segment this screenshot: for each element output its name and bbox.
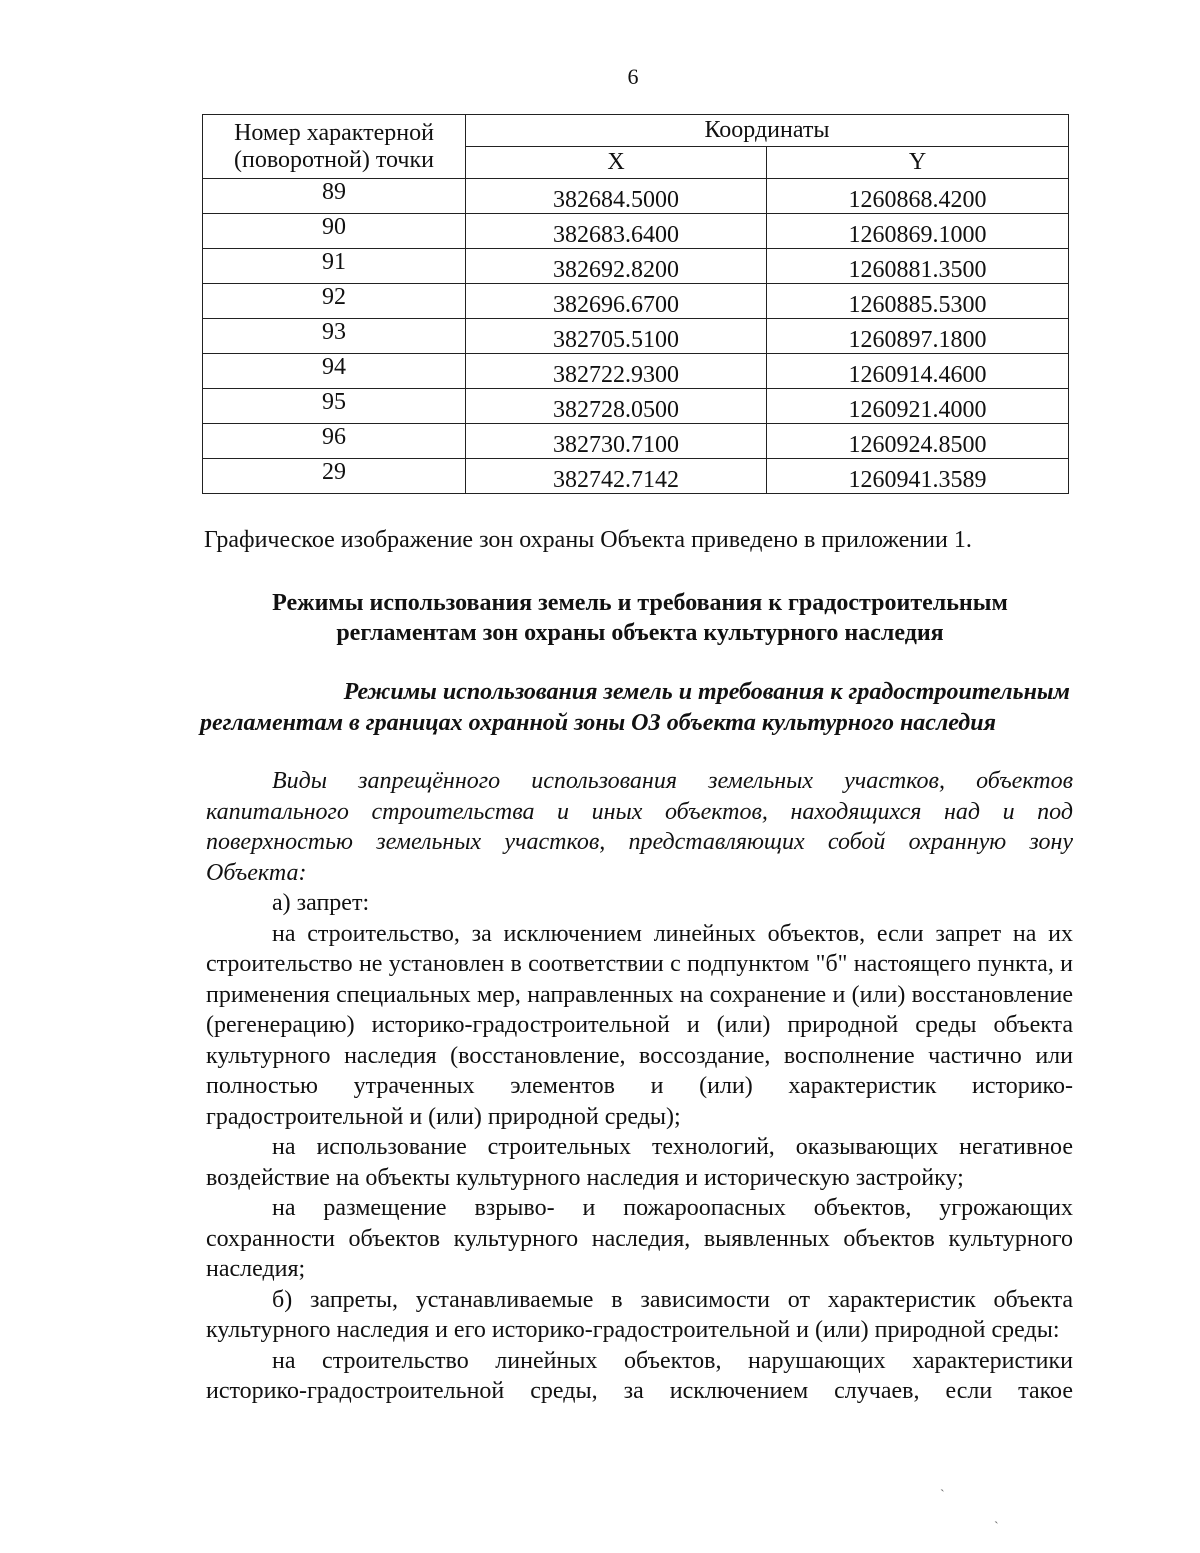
cell-x: 382730.7100	[466, 424, 767, 459]
cell-y: 1260914.4600	[767, 354, 1069, 389]
paragraph-linear-objects: на строительство линейных объектов, нарушающих характеристики историко-градостроительной среды, за исключением случаев, если такое	[206, 1347, 1073, 1404]
cell-y: 1260881.3500	[767, 249, 1069, 284]
cell-y: 1260921.4000	[767, 389, 1069, 424]
cell-x: 382692.8200	[466, 249, 767, 284]
subsection-heading-line-2: регламентам в границах охранной зоны ОЗ объекта культурного наследия	[200, 710, 996, 736]
cell-point: 92	[203, 284, 466, 319]
section-heading	[200, 588, 1080, 648]
cell-point: 29	[203, 459, 466, 494]
body-text	[206, 766, 1073, 1407]
header-y: Y	[767, 147, 1069, 179]
table-row	[203, 424, 1069, 459]
header-x: X	[466, 147, 767, 179]
table-row	[203, 179, 1069, 214]
cell-y: 1260885.5300	[767, 284, 1069, 319]
header-point-number	[203, 115, 466, 179]
subsection-heading-line-1: Режимы использования земель и требования к градостроительным	[343, 679, 1070, 705]
item-a: а) запрет:	[272, 890, 370, 916]
cell-x: 382696.6700	[466, 284, 767, 319]
cell-x: 382684.5000	[466, 179, 767, 214]
cell-x: 382705.5100	[466, 319, 767, 354]
cell-x: 382728.0500	[466, 389, 767, 424]
cell-y: 1260924.8500	[767, 424, 1069, 459]
cell-y: 1260897.1800	[767, 319, 1069, 354]
page-number: 6	[627, 64, 639, 89]
section-heading-line-2: регламентам зон охраны объекта культурного наследия	[336, 620, 944, 646]
paragraph-technologies: на использование строительных технологий, оказывающих негативное воздействие на объекты культурного наследия и историческую застройку;	[206, 1134, 1073, 1191]
table-row	[203, 389, 1069, 424]
table-row	[203, 284, 1069, 319]
coordinates-table	[202, 114, 1069, 494]
paragraph-hazardous: на размещение взрыво- и пожароопасных объектов, угрожающих сохранности объектов культурного наследия, выявленных объектов культурного наследия;	[206, 1195, 1073, 1282]
item-b: б) запреты, устанавливаемые в зависимости от характеристик объекта культурного наследия и его историко-градостроительной и (или) природной среды:	[206, 1286, 1073, 1343]
header-coordinates: Координаты	[466, 115, 1069, 147]
cell-point: 96	[203, 424, 466, 459]
intro-paragraph: Виды запрещённого использования земельных участков, объектов капитального строительства и иных объектов, находящихся над и под поверхностью земельных участков, представляющих собой охранную зону Объекта:	[206, 768, 1073, 886]
header-point-line-2: (поворотной) точки	[234, 146, 434, 173]
cell-point: 90	[203, 214, 466, 249]
cell-point: 89	[203, 179, 466, 214]
section-heading-line-1: Режимы использования земель и требования к градостроительным	[272, 590, 1008, 616]
cell-x: 382742.7142	[466, 459, 767, 494]
table-row	[203, 249, 1069, 284]
table-row	[203, 319, 1069, 354]
paragraph-construction: на строительство, за исключением линейных объектов, если запрет на их строительство не установлен в соответствии с подпунктом "б" настоящего пункта, и применения специальных мер, направленных на сохранение и (или) восстановление (регенерацию) историко-градостроительной и (или) природной среды объекта культурного наследия (восстановление, воссоздание, восполнение частично или полностью утраченных элементов и (или) характеристик историко-градостроительной и (или) природной среды);	[206, 920, 1073, 1130]
scan-mark: ˋ	[940, 1488, 945, 1503]
subsection-heading	[200, 677, 1070, 739]
cell-x: 382683.6400	[466, 214, 767, 249]
cell-y: 1260868.4200	[767, 179, 1069, 214]
cell-y: 1260941.3589	[767, 459, 1069, 494]
scan-mark: ˋ	[994, 1520, 999, 1535]
cell-x: 382722.9300	[466, 354, 767, 389]
table-row	[203, 354, 1069, 389]
cell-point: 93	[203, 319, 466, 354]
appendix-caption: Графическое изображение зон охраны Объекта приведено в приложении 1.	[204, 527, 972, 553]
table-row	[203, 459, 1069, 494]
cell-point: 91	[203, 249, 466, 284]
cell-y: 1260869.1000	[767, 214, 1069, 249]
cell-point: 94	[203, 354, 466, 389]
header-point-line-1: Номер характерной	[234, 120, 434, 147]
table-row	[203, 214, 1069, 249]
cell-point: 95	[203, 389, 466, 424]
